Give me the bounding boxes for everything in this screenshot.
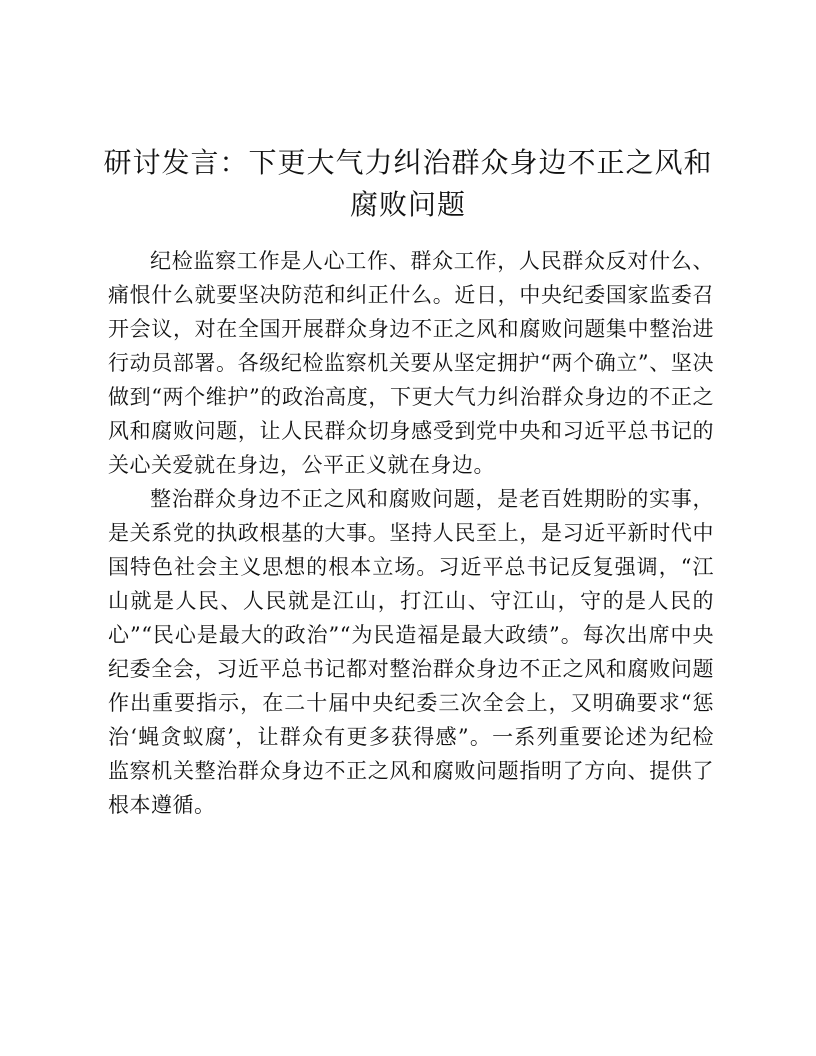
document-title: 研讨发言：下更大气力纠治群众身边不正之风和腐败问题 <box>103 146 713 221</box>
paragraph-1: 纪检监察工作是人心工作、群众工作，人民群众反对什么、痛恨什么就要坚决防范和纠正什么。近日，中央纪委国家监委召开会议，对在全国开展群众身边不正之风和腐败问题集中整治进行动员部署。各级纪检监察机关要从坚定拥护“两个确立”、坚决做到“两个维护”的政治高度，下更大气力纠治群众身边的不正之风和腐败问题，让人民群众切身感受到党中央和习近平总书记的关心关爱就在身边，公平正义就在身边。 <box>108 249 714 477</box>
paragraph-2: 整治群众身边不正之风和腐败问题，是老百姓期盼的实事，是关系党的执政根基的大事。坚持人民至上，是习近平新时代中国特色社会主义思想的根本立场。习近平总书记反复强调，“江山就是人民、人民就是江山，打江山、守江山，守的是人民的心”“民心是最大的政治”“为民造福是最大政绩”。每次出席中央纪委全会，习近平总书记都对整治群众身边不正之风和腐败问题作出重要指示，在二十届中央纪委三次全会上，又明确要求“惩治‘蝇贪蚁腐’，让群众有更多获得感”。一系列重要论述为纪检监察机关整治群众身边不正之风和腐败问题指明了方向、提供了根本遵循。 <box>108 487 714 817</box>
document-body <box>108 244 714 822</box>
